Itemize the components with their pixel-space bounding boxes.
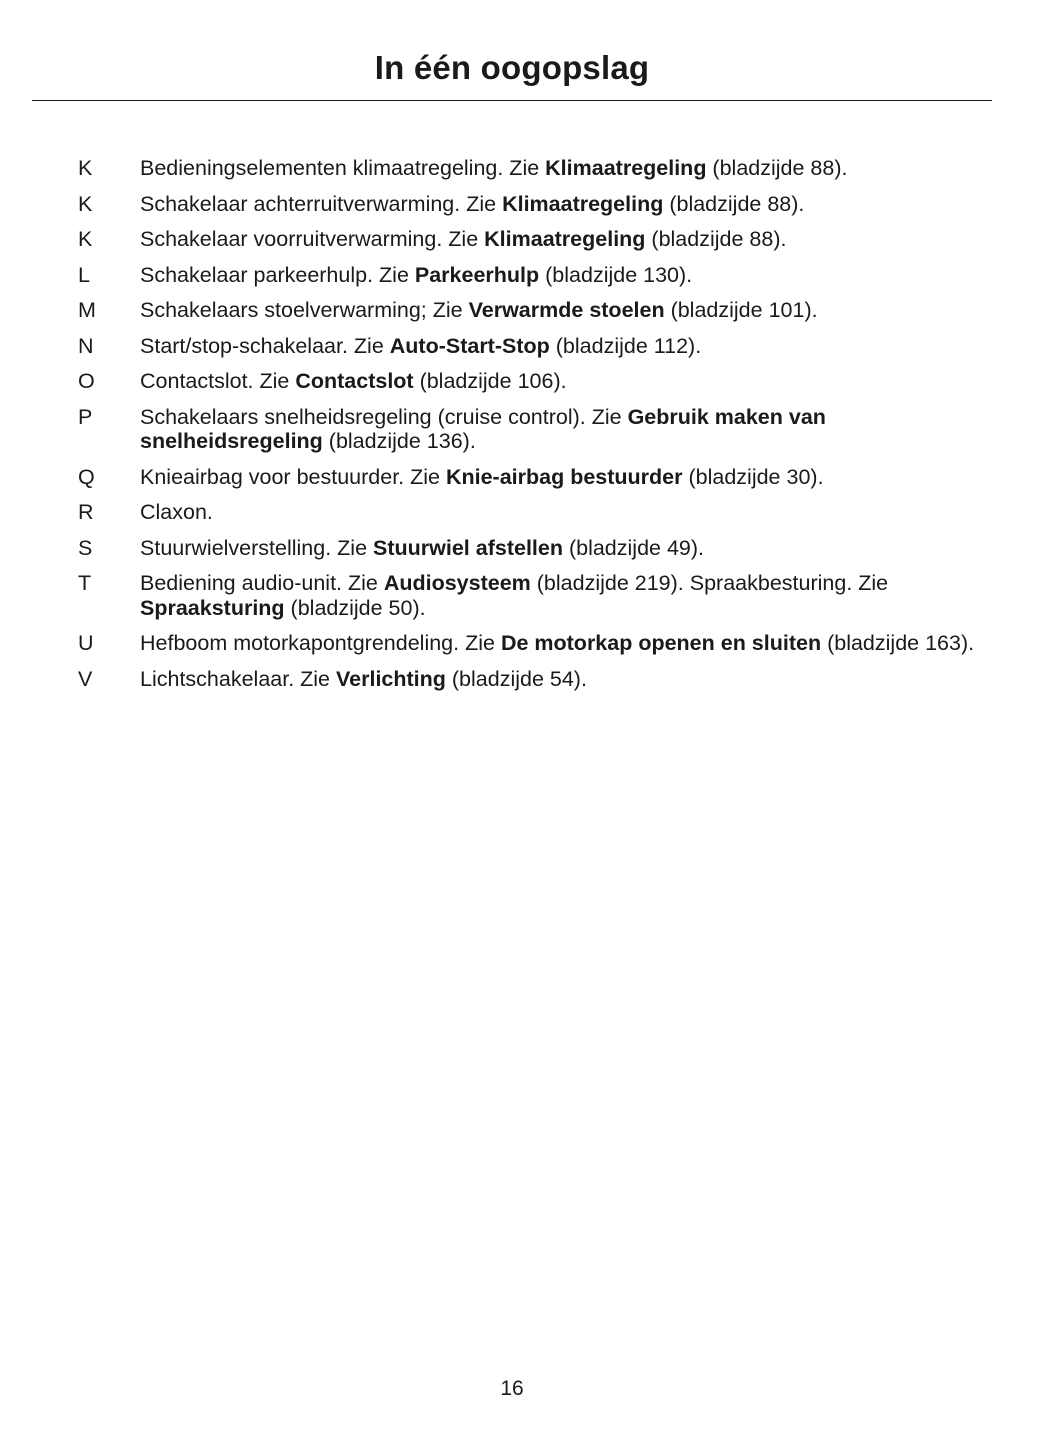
legend-key: K bbox=[78, 156, 93, 180]
legend-key: S bbox=[78, 535, 93, 560]
legend-entry bbox=[0, 192, 1056, 217]
legend-description: Knieairbag voor bestuurder. Zie Knie-airbag bestuurder (bladzijde 30). bbox=[140, 464, 824, 489]
cross-reference: Contactslot bbox=[295, 369, 414, 393]
legend-entry bbox=[0, 631, 1056, 656]
page-title: In één oogopslag bbox=[374, 49, 650, 86]
legend-description: Schakelaar voorruitverwarming. Zie Klimaatregeling (bladzijde 88). bbox=[140, 227, 787, 251]
legend-key: O bbox=[78, 369, 95, 393]
cross-reference: Klimaatregeling bbox=[484, 227, 646, 251]
legend-entry bbox=[0, 156, 1056, 181]
legend-entry bbox=[0, 298, 1056, 323]
legend-key: Q bbox=[78, 464, 95, 489]
legend-key: V bbox=[78, 666, 93, 691]
legend-entry bbox=[0, 465, 1056, 490]
legend-description: Schakelaars stoelverwarming; Zie Verwarmde stoelen (bladzijde 101). bbox=[140, 298, 818, 322]
legend-description: Schakelaars snelheidsregeling (cruise control). Zie Gebruik maken van snelheidsregeling (bladzijde 136). bbox=[140, 404, 826, 453]
legend-key: N bbox=[78, 333, 94, 358]
legend-key: R bbox=[78, 500, 94, 524]
legend-description: Schakelaar parkeerhulp. Zie Parkeerhulp (bladzijde 130). bbox=[140, 262, 693, 287]
legend-description: Hefboom motorkapontgrendeling. Zie De motorkap openen en sluiten (bladzijde 163). bbox=[140, 631, 975, 655]
legend-key: K bbox=[78, 227, 93, 251]
legend-key: P bbox=[78, 404, 93, 429]
legend-description: Schakelaar achterruitverwarming. Zie Klimaatregeling (bladzijde 88). bbox=[140, 191, 805, 216]
legend-key: T bbox=[78, 571, 92, 595]
legend-key: L bbox=[78, 262, 90, 287]
cross-reference: Knie-airbag bestuurder bbox=[445, 464, 683, 489]
cross-reference: Spraaksturing bbox=[140, 595, 285, 620]
legend-entry bbox=[0, 263, 1056, 288]
cross-reference: Klimaatregeling bbox=[502, 191, 664, 216]
legend-key: U bbox=[78, 631, 94, 655]
legend-entry bbox=[0, 500, 1056, 525]
cross-reference: Verwarmde stoelen bbox=[468, 298, 665, 322]
legend-description: Bediening audio-unit. Zie Audiosysteem (bladzijde 219). Spraakbesturing. Zie Spraaksturing (bladzijde 50). bbox=[140, 571, 889, 620]
cross-reference: Auto-Start-Stop bbox=[389, 333, 550, 358]
legend-key: M bbox=[78, 298, 96, 322]
title-divider bbox=[32, 100, 992, 101]
cross-reference: Audiosysteem bbox=[383, 571, 531, 595]
legend-entry bbox=[0, 227, 1056, 252]
cross-reference: Klimaatregeling bbox=[545, 156, 707, 180]
legend-description: Start/stop-schakelaar. Zie Auto-Start-Stop (bladzijde 112). bbox=[140, 333, 702, 358]
legend-description: Bedieningselementen klimaatregeling. Zie Klimaatregeling (bladzijde 88). bbox=[140, 156, 848, 180]
legend-description: Stuurwielverstelling. Zie Stuurwiel afstellen (bladzijde 49). bbox=[140, 535, 705, 560]
page-number: 16 bbox=[500, 1377, 524, 1400]
legend-entry bbox=[0, 405, 1056, 454]
legend-entry bbox=[0, 571, 1056, 620]
legend-description: Claxon. bbox=[140, 500, 213, 524]
cross-reference: De motorkap openen en sluiten bbox=[500, 631, 822, 655]
legend-list bbox=[0, 156, 1056, 702]
legend-entry bbox=[0, 536, 1056, 561]
legend-entry bbox=[0, 369, 1056, 394]
cross-reference: Verlichting bbox=[336, 666, 446, 691]
legend-description: Lichtschakelaar. Zie Verlichting (bladzijde 54). bbox=[140, 666, 587, 691]
legend-description: Contactslot. Zie Contactslot (bladzijde 106). bbox=[140, 369, 567, 393]
cross-reference: Parkeerhulp bbox=[414, 262, 540, 287]
legend-entry bbox=[0, 334, 1056, 359]
legend-entry bbox=[0, 667, 1056, 692]
legend-key: K bbox=[78, 191, 93, 216]
cross-reference: Stuurwiel afstellen bbox=[373, 535, 563, 560]
cross-reference: Gebruik maken van snelheidsregeling bbox=[140, 404, 826, 453]
